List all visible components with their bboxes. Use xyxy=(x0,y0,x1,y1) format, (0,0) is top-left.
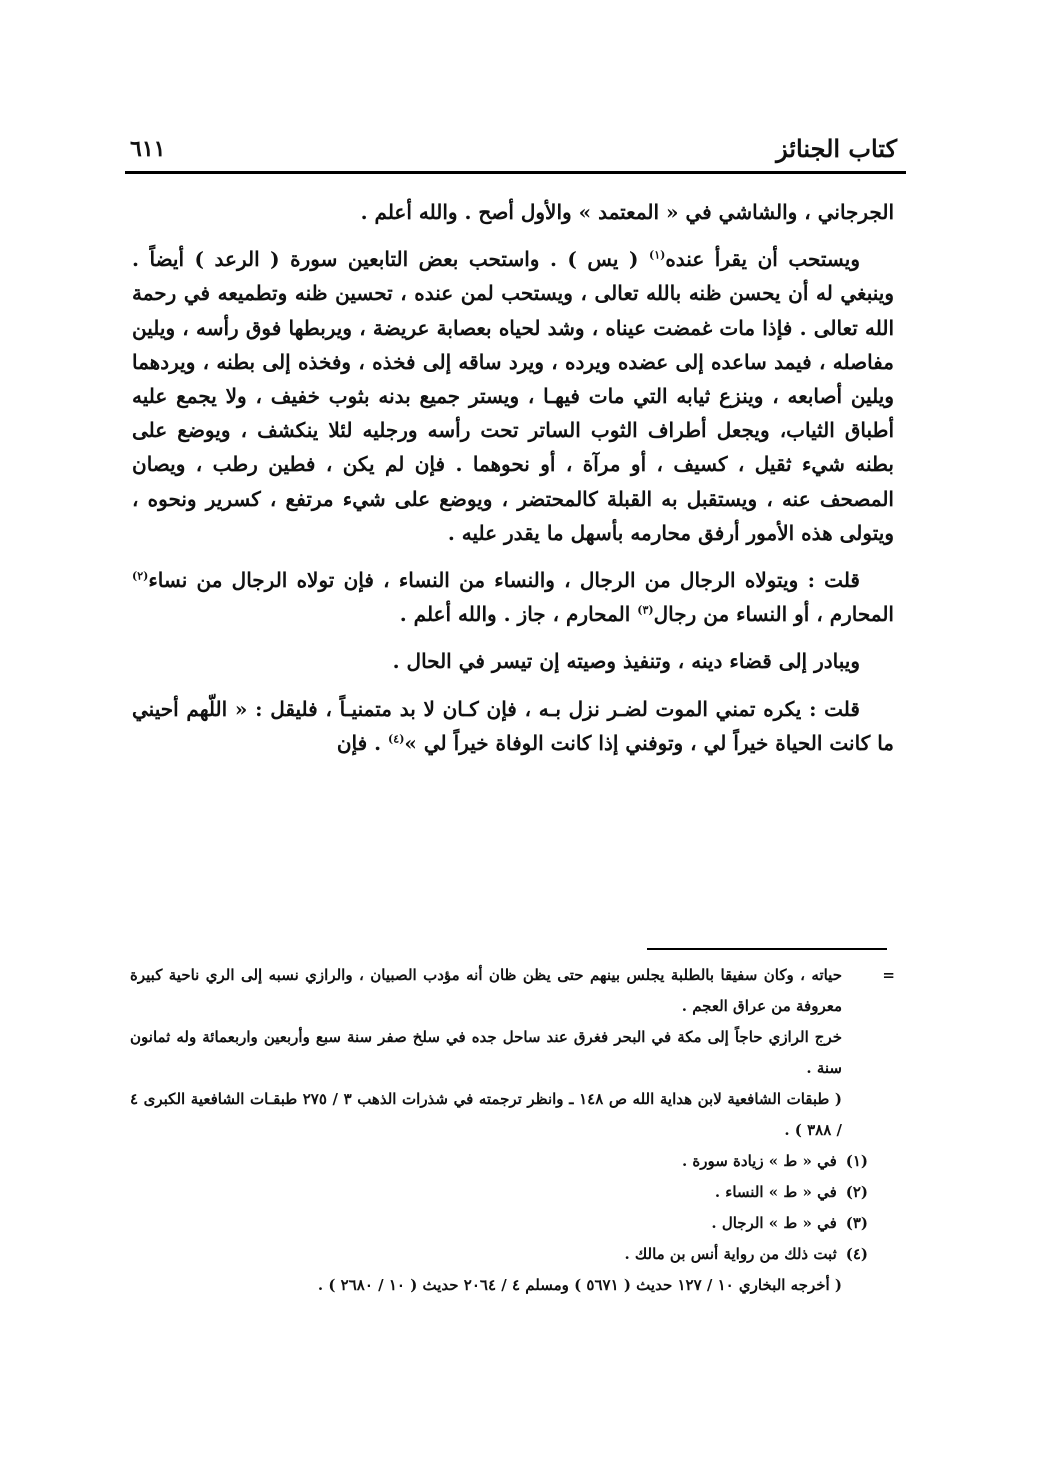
footnotes xyxy=(130,960,868,1301)
footnote-ref-3: (٣) xyxy=(637,603,654,617)
footnote-4 xyxy=(130,1239,868,1270)
footnote-3 xyxy=(130,1208,868,1239)
footnote-4-source: ( أخرجه البخاري ١٠ / ١٢٧ حديث ( ٥٦٧١ ) ومسلم ٤ / ٢٠٦٤ حديث ( ١٠ / ٢٦٨٠ ) . xyxy=(317,1276,842,1294)
footnote-continuation-mark: = xyxy=(882,966,895,984)
paragraph-2 xyxy=(132,242,894,550)
footnote-ref-1: (١) xyxy=(648,248,666,262)
page-number: ٦١١ xyxy=(130,136,166,162)
paragraph-4-text: ويبادر إلى قضاء دينه ، وتنفيذ وصيته إن تيسر في الحال . xyxy=(392,649,860,674)
footnote-3-text: في « ط » الرجال . xyxy=(711,1214,837,1232)
footnote-ref-2: (٢) xyxy=(132,569,149,583)
paragraph-3 xyxy=(132,563,894,631)
running-header-title: كتاب الجنائز xyxy=(776,134,897,163)
footnote-4-number: (٤) xyxy=(845,1245,868,1263)
paragraph-5-lead: قلت : xyxy=(809,696,860,721)
footnote-continued-3: ( طبقات الشافعية لابن هداية الله ص ١٤٨ ـ وانظر ترجمته في شذرات الذهب ٣ / ٢٧٥ طبقـات الشافعية الكبرى ٤ / ٣٨٨ ) . xyxy=(130,1090,843,1139)
footnote-2-number: (٢) xyxy=(845,1183,868,1201)
paragraph-2-text-a: ويستحب أن يقرأ عنده xyxy=(665,247,860,272)
footnote-1 xyxy=(130,1146,868,1177)
footnote-2-text: في « ط » النساء . xyxy=(714,1183,837,1201)
paragraph-1 xyxy=(132,195,894,229)
paragraph-5 xyxy=(132,692,894,760)
paragraph-3-text-b: المحارم ، أو النساء من رجال xyxy=(653,602,894,627)
paragraph-1-text: الجرجاني ، والشاشي في « المعتمد » والأول أصح . والله أعلم . xyxy=(360,200,894,224)
paragraph-5-text-a: يكره تمني الموت لضـر نزل بـه ، فإن كـان لا بد متمنيـاً ، فليقل : « اللّهم أحيني ما كانت الحياة خيراً لي ، وتوفني إذا كانت الوفاة خيراً لي » xyxy=(132,696,894,755)
footnote-2 xyxy=(130,1177,868,1208)
footnote-1-number: (١) xyxy=(845,1152,868,1170)
header-rule xyxy=(125,171,906,174)
paragraph-2-text-b: ( يس ) . واستحب بعض التابعين سورة ( الرعد ) أيضاً . وينبغي له أن يحسن ظنه بالله تعالى ، ويستحب لمن عنده ، تحسين ظنه وتطميعه في رحمة الله تعالى . فإذا مات غمضت عيناه ، وشد لحياه بعصابة عريضة ، ويربطها فوق رأسه ، ويلين مفاصله ، فيمد ساعده إلى عضده ويرده ، ويرد ساقه إلى فخذه ، وفخذه إلى بطنه ، ويردهما ويلين أصابعه ، وينزع ثيابه التي مات فيهـا ، ويستر جميع بدنه بثوب خفيف ، ولا يجمع عليه أطباق الثياب، ويجعل أطراف الثوب الساتر تحت رأسه ورجليه لئلا ينكشف ، ويوضع على بطنه شيء ثقيل ، كسيف ، أو مرآة ، أو نحوهما . فإن لم يكن ، فطين رطب ، ويصان المصحف عنه ، ويستقبل به القبلة كالمحتضر ، ويوضع على شيء مرتفع ، كسرير ونحوه ، ويتولى هذه الأمور أرفق محارمه بأسهل ما يقدر عليه . xyxy=(132,247,894,545)
footnote-1-text: في « ط » زيادة سورة . xyxy=(681,1152,837,1170)
footnote-ref-4: (٤) xyxy=(388,732,405,746)
paragraph-3-text-a: ويتولاه الرجال من الرجال ، والنساء من النساء ، فإن تولاه الرجال من نساء xyxy=(148,568,808,593)
main-text xyxy=(132,195,894,773)
footnote-4-text: ثبت ذلك من رواية أنس بن مالك . xyxy=(624,1245,837,1263)
footnote-continued-2: خرج الرازي حاجاً إلى مكة في البحر فغرق عند ساحل جده في سلخ صفر سنة سبع وأربعين واربعمائة وله ثمانون سنة . xyxy=(130,1028,842,1077)
paragraph-5-text-b: . فإن xyxy=(336,730,389,755)
footnote-3-number: (٣) xyxy=(845,1214,868,1232)
paragraph-4 xyxy=(132,644,894,678)
paragraph-3-text-c: المحارم ، جاز . والله أعلم . xyxy=(399,602,638,627)
paragraph-3-lead: قلت : xyxy=(807,568,860,593)
footnote-continued-1: حياته ، وكان سفيقا بالطلبة يجلس بينهم حتى يظن ظان أنه مؤدب الصبيان ، والرازي نسبه إلى الري ناحية كبيرة معروفة من عراق العجم . xyxy=(130,966,842,1015)
footnote-rule xyxy=(647,948,887,950)
